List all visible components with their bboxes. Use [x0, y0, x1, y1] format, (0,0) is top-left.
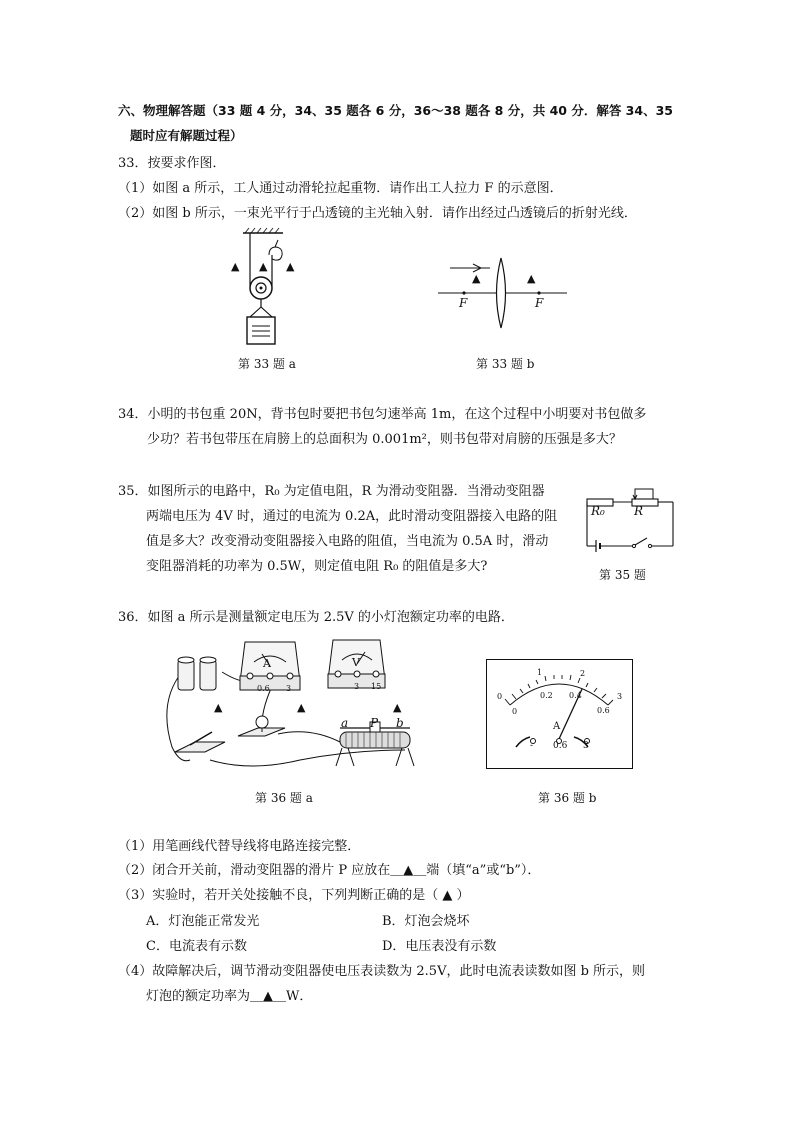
marker-33b-1: ▲	[472, 272, 481, 285]
focus-label-right: F	[535, 296, 544, 310]
ammeter-label: A	[263, 657, 271, 670]
q34-line1: 34．小明的书包重 20N，背书包时要把书包匀速举高 1m，在这个过程中小明要对书包做多	[118, 407, 647, 422]
section-header-line1: 六、物理解答题（33 题 4 分，34、35 题各 6 分，36～38 题各 8 分，共 40 分．解答 34、35	[118, 103, 673, 118]
q36-part1: （1）用笔画线代替导线将电路连接完整．	[118, 839, 361, 854]
marker-33a-3: ▲	[286, 260, 295, 273]
q36-part4-line2: 灯泡的额定功率为＿▲＿W．	[146, 989, 313, 1004]
dial-terminal-06: 0.6	[553, 741, 568, 751]
q33-part1: （1）如图 a 所示，工人通过动滑轮拉起重物．请作出工人拉力 F 的示意图．	[118, 181, 563, 196]
focus-label-left: F	[459, 296, 468, 310]
q35-line1: 35．如图所示的电路中，R₀ 为定值电阻，R 为滑动变阻器．当滑动变阻器	[118, 484, 545, 499]
q33-part2: （2）如图 b 所示，一束光平行于凸透镜的主光轴入射．请作出经过凸透镜后的折射光线．	[118, 206, 637, 221]
q36a-caption: 第 36 题 a	[255, 791, 313, 805]
q35-line4: 变阻器消耗的功率为 0.5W，则定值电阻 R₀ 的阻值是多大?	[146, 559, 488, 574]
dial-terminal-minus: -	[530, 741, 534, 751]
scale-bottom-06: 0.6	[597, 706, 610, 715]
slider-label-p: P	[370, 716, 379, 730]
convex-lens-figure	[435, 255, 570, 330]
label-r0: R₀	[591, 504, 605, 518]
voltmeter-terminal-3: 3	[354, 682, 360, 691]
scale-top-1: 1	[537, 668, 543, 677]
marker-36a-2: ▲	[297, 701, 306, 714]
scale-bottom-04: 0.4	[569, 691, 582, 700]
q34-line2: 少功？若书包带压在肩膀上的总面积为 0.001m²，则书包带对肩膀的压强是多大？	[147, 432, 622, 447]
q33b-caption: 第 33 题 b	[476, 357, 535, 371]
scale-top-0: 0	[497, 692, 503, 701]
marker-36a-3: ▲	[393, 701, 402, 714]
scale-bottom-02: 0.2	[540, 691, 553, 700]
q36a-apparatus	[150, 632, 420, 780]
dial-terminal-3: 3	[583, 741, 589, 751]
q33-title: 33．按要求作图．	[118, 156, 226, 171]
q36-option-a: A．灯泡能正常发光	[146, 914, 260, 929]
q35-caption: 第 35 题	[599, 568, 646, 582]
q36-part2: （2）闭合开关前，滑动变阻器的滑片 P 应放在＿▲＿端（填“a”或“b”）．	[118, 863, 541, 878]
q36b-caption: 第 36 题 b	[538, 791, 597, 805]
ammeter-terminal-3: 3	[286, 684, 292, 693]
q35-line2: 两端电压为 4V 时，通过的电流为 0.2A，此时滑动变阻器接入电路的阻	[146, 509, 558, 524]
q36-part4-line1: （4）故障解决后，调节滑动变阻器使电压表读数为 2.5V，此时电流表读数如图 b 所示，则	[118, 964, 646, 979]
slider-label-b: b	[396, 716, 404, 730]
pulley-figure	[225, 225, 305, 350]
scale-bottom-0: 0	[512, 707, 518, 716]
marker-36a-1: ▲	[214, 701, 223, 714]
voltmeter-terminal-15: 15	[371, 682, 382, 691]
q36-option-c: C．电流表有示数	[146, 939, 247, 954]
dial-unit: A	[553, 721, 561, 732]
q36-option-b: B．灯泡会烧坏	[382, 914, 470, 929]
scale-top-2: 2	[580, 669, 586, 678]
scale-top-3: 3	[617, 692, 623, 701]
q36-option-d: D．电压表没有示数	[382, 939, 497, 954]
slider-label-a: a	[341, 716, 349, 730]
q36-title: 36．如图 a 所示是测量额定电压为 2.5V 的小灯泡额定功率的电路．	[118, 610, 514, 625]
voltmeter-label: V	[352, 656, 360, 669]
q33a-caption: 第 33 题 a	[238, 357, 296, 371]
ammeter-terminal-06: 0.6	[257, 684, 270, 693]
label-r: R	[634, 504, 644, 518]
section-header-line2: 题时应有解题过程）	[130, 128, 243, 143]
q35-line3: 值是多大？改变滑动变阻器接入电路的阻值，当电流为 0.5A 时，滑动	[146, 534, 549, 549]
marker-33a-1: ▲	[231, 260, 240, 273]
q36-part3: （3）实验时，若开关处接触不良，下列判断正确的是（ ▲ ）	[118, 888, 470, 903]
marker-33a-2: ▲	[259, 260, 268, 273]
marker-33b-2: ▲	[527, 272, 536, 285]
